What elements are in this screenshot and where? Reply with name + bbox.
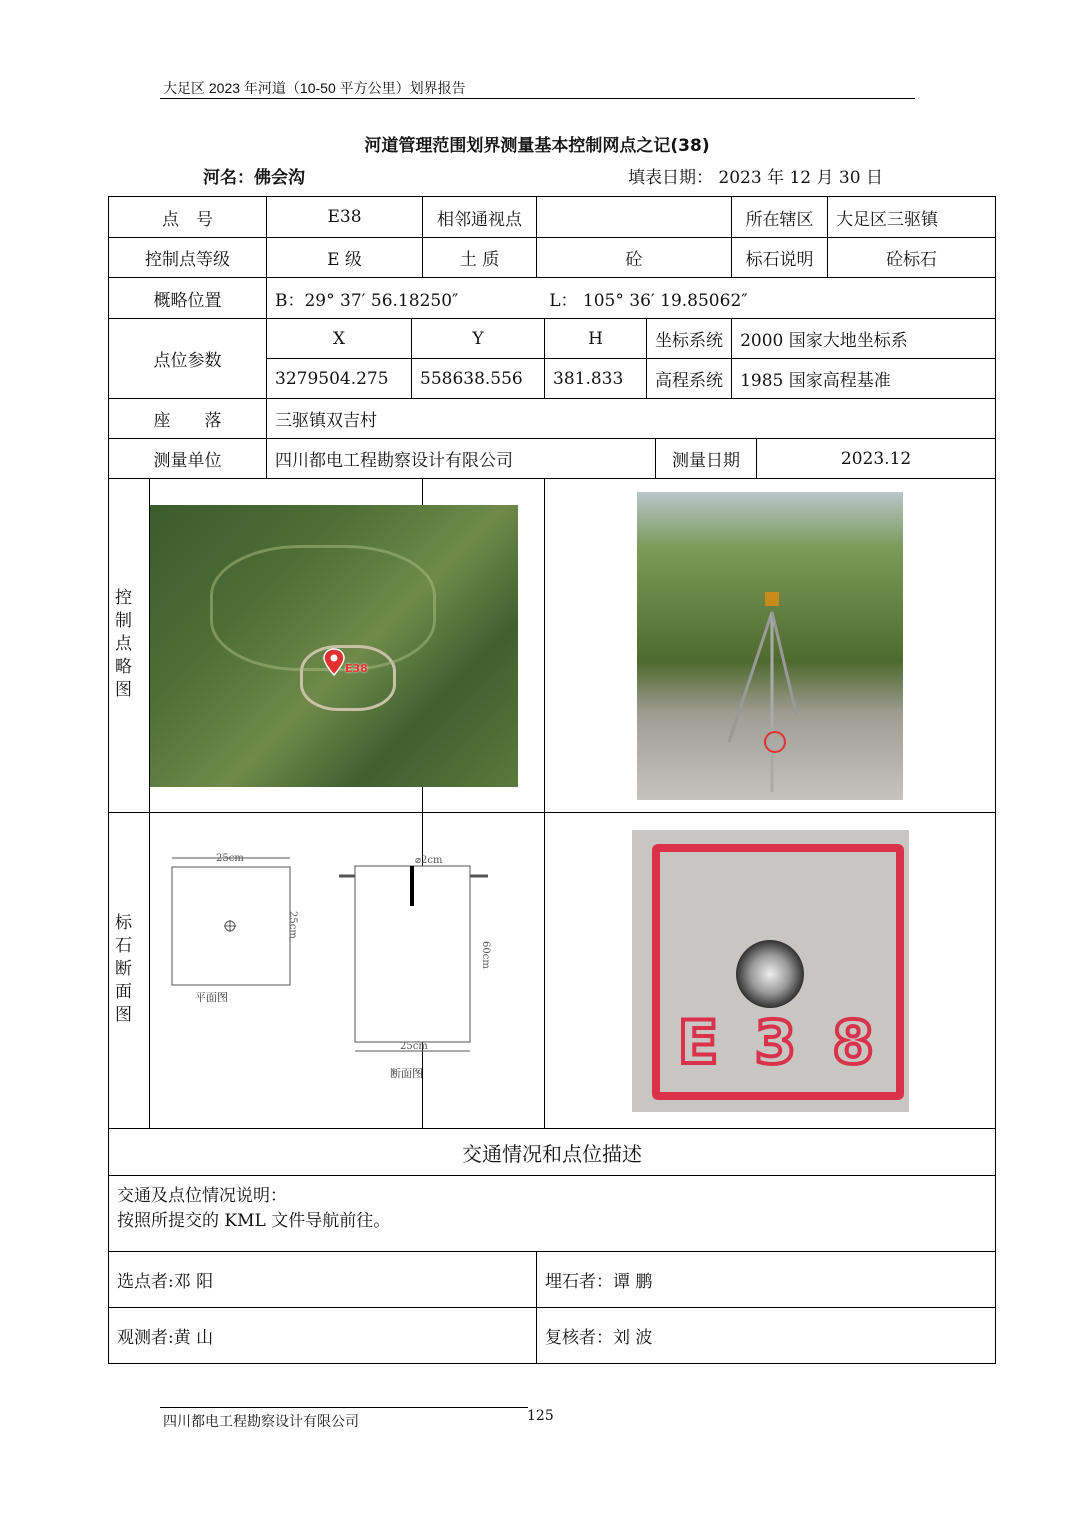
svg-text:平面图: 平面图 <box>195 990 228 1004</box>
location-label: 座 落 <box>109 399 267 439</box>
selector: 选点者:邓 阳 <box>109 1252 537 1308</box>
unit-value: 四川都电工程勘察设计有限公司 <box>267 439 656 479</box>
h-value: 381.833 <box>545 359 647 399</box>
checker: 复核者：刘 波 <box>537 1308 996 1364</box>
traffic-title: 交通情况和点位描述 <box>109 1129 996 1176</box>
h-label: H <box>545 319 647 359</box>
footer-company: 四川都电工程勘察设计有限公司 <box>163 1414 359 1430</box>
svg-text:60cm: 60cm <box>480 940 491 969</box>
svg-text:25cm: 25cm <box>287 910 298 939</box>
district-label: 所在辖区 <box>732 197 828 238</box>
page-number: 125 <box>527 1408 554 1424</box>
point-no: E38 <box>267 197 423 238</box>
svg-text:25cm: 25cm <box>400 1040 428 1052</box>
height-sys-value: 1985 国家高程基准 <box>732 359 996 399</box>
height-sys-label: 高程系统 <box>647 359 732 399</box>
grade-label: 控制点等级 <box>109 238 267 278</box>
stone-face-text: E38 <box>677 1007 911 1078</box>
survey-date-label: 测量日期 <box>656 439 757 479</box>
approx-position <box>267 278 996 319</box>
y-label: Y <box>412 319 545 359</box>
footer-rule <box>160 1407 528 1408</box>
svg-text:25cm: 25cm <box>216 852 244 864</box>
burier: 埋石者：谭 鹏 <box>537 1252 996 1308</box>
unit-label: 测量单位 <box>109 439 267 479</box>
stone-face-photo <box>632 830 909 1112</box>
approx-label: 概略位置 <box>109 278 267 319</box>
traffic-line-1: 交通及点位情况说明： <box>117 1186 287 1206</box>
control-point-table <box>108 196 996 1364</box>
traffic-line-2: 按照所提交的 KML 文件导航前往。 <box>117 1211 391 1231</box>
satellite-map <box>150 505 518 787</box>
fill-date: 填表日期： 2023 年 12 月 30 日 <box>628 168 883 188</box>
coord-sys-label: 坐标系统 <box>647 319 732 359</box>
stone-diagram <box>150 851 520 1091</box>
soil-value: 砼 <box>537 238 732 278</box>
param-label: 点位参数 <box>109 319 267 399</box>
longitude: L： 105° 36′ 19.85062″ <box>549 290 748 311</box>
svg-text:⌀2cm: ⌀2cm <box>415 854 443 866</box>
sketch-label: 控制点略图 <box>111 588 131 703</box>
header-rule <box>160 98 915 99</box>
traffic-description <box>109 1176 996 1252</box>
svg-text:断面图: 断面图 <box>390 1066 423 1080</box>
x-label: X <box>267 319 412 359</box>
y-value: 558638.556 <box>412 359 545 399</box>
stone-label: 标石说明 <box>732 238 828 278</box>
coord-sys-value: 2000 国家大地坐标系 <box>732 319 996 359</box>
adjacent-value <box>537 197 732 238</box>
river-name: 河名：佛会沟 <box>203 168 305 188</box>
district-value: 大足区三驱镇 <box>828 197 996 238</box>
soil-label: 土 质 <box>423 238 537 278</box>
map-point-label: E38 <box>345 661 368 675</box>
gps-receiver-icon <box>765 592 779 606</box>
survey-date-value: 2023.12 <box>757 439 996 479</box>
location-value: 三驱镇双吉村 <box>267 399 996 439</box>
grade-value: E 级 <box>267 238 423 278</box>
point-no-label: 点 号 <box>109 197 267 238</box>
adjacent-label: 相邻通视点 <box>423 197 537 238</box>
running-header: 大足区 2023 年河道（10-50 平方公里）划界报告 <box>163 80 466 96</box>
latitude: B：29° 37′ 56.18250″ <box>275 290 459 311</box>
section-label: 标石断面图 <box>111 913 131 1028</box>
document-title: 河道管理范围划界测量基本控制网点之记(38) <box>364 136 710 156</box>
x-value: 3279504.275 <box>267 359 412 399</box>
site-photo <box>637 492 903 800</box>
observer: 观测者:黄 山 <box>109 1308 537 1364</box>
stone-value: 砼标石 <box>828 238 996 278</box>
survey-disc-icon <box>736 940 804 1008</box>
